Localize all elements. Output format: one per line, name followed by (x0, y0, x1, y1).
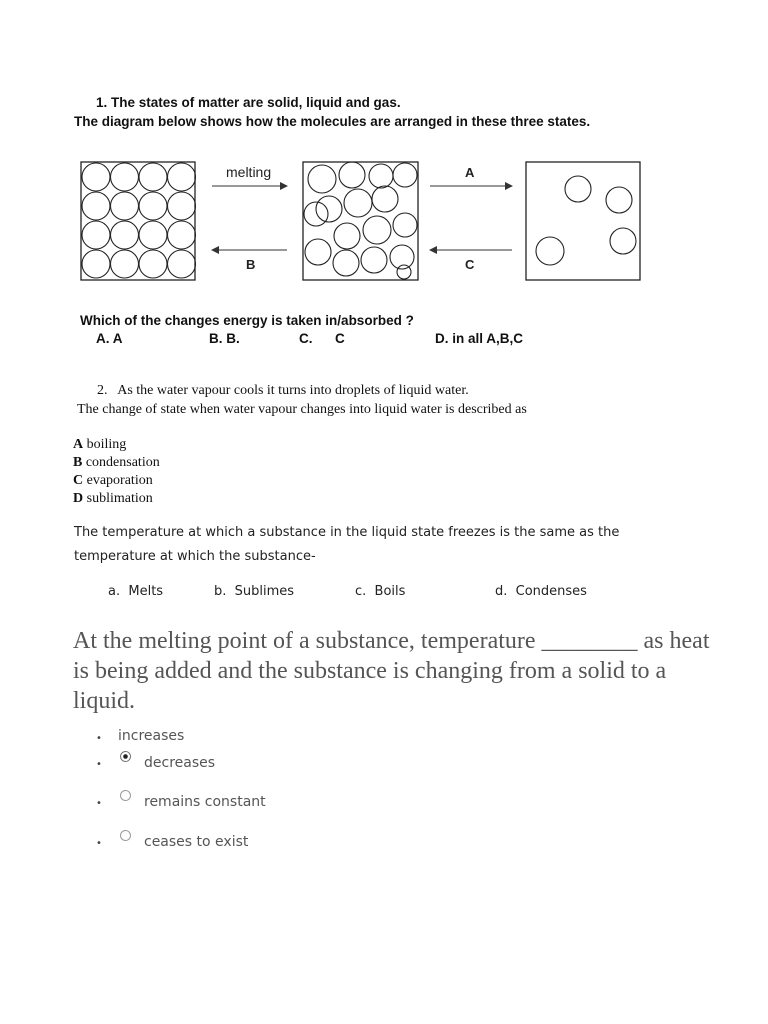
q1-option-b: B. B. (209, 331, 240, 346)
states-of-matter-diagram (0, 150, 768, 290)
q2-line1: 2. As the water vapour cools it turns into droplets of liquid water. (97, 383, 469, 398)
q4-option-increases: increases (118, 728, 185, 744)
q1-intro: The diagram below shows how the molecules are arranged in these three states. (74, 114, 591, 129)
gas-state-box (526, 162, 640, 280)
bullet: • (96, 798, 102, 809)
liquid-state-box (303, 162, 418, 280)
solid-molecule (168, 221, 196, 249)
q4-option-ceases-to-exist[interactable]: ceases to exist (144, 834, 249, 850)
bullet: • (96, 759, 102, 770)
q1-option-d: D. in all A,B,C (435, 331, 524, 346)
q2-option-a: A boiling (73, 437, 127, 452)
label-b: B (246, 257, 256, 272)
radio-unchecked-icon[interactable] (119, 829, 132, 842)
solid-molecule (111, 163, 139, 191)
solid-molecule (168, 163, 196, 191)
q3-line1: The temperature at which a substance in the liquid state freezes is the same as the (74, 525, 620, 540)
melting-label: melting (226, 164, 272, 180)
solid-molecule (139, 163, 167, 191)
q4-option-decreases[interactable]: decreases (144, 755, 216, 771)
solid-molecule (111, 221, 139, 249)
radio-unchecked-icon[interactable] (119, 789, 132, 802)
q4-option-remains-constant[interactable]: remains constant (144, 794, 266, 810)
bullet: • (96, 733, 102, 744)
q1-option-a: A. A (96, 331, 123, 346)
solid-state-box (81, 162, 196, 280)
solid-molecule (82, 221, 110, 249)
solid-molecule (168, 250, 196, 278)
solid-molecule (139, 221, 167, 249)
q2-option-b: B condensation (73, 455, 160, 470)
q3-option-b: b. Sublimes (214, 584, 295, 599)
q3-line2: temperature at which the substance- (74, 549, 316, 564)
q3-option-d: d. Condenses (495, 584, 587, 599)
solid-molecule (139, 192, 167, 220)
q1-question: Which of the changes energy is taken in/absorbed ? (80, 313, 414, 328)
q3-option-a: a. Melts (108, 584, 164, 599)
bullet: • (96, 838, 102, 849)
solid-molecule (168, 192, 196, 220)
q1-option-c: C. C (299, 331, 345, 346)
solid-molecule (111, 250, 139, 278)
label-c: C (465, 257, 475, 272)
label-a: A (465, 165, 475, 180)
solid-molecule (139, 250, 167, 278)
q3-option-c: c. Boils (355, 584, 406, 599)
liquid-molecules (304, 162, 417, 279)
q2-option-d: D sublimation (73, 491, 153, 506)
q2-option-c: C evaporation (73, 473, 153, 488)
q2-line2: The change of state when water vapour changes into liquid water is described as (77, 402, 527, 417)
q1-heading: 1. The states of matter are solid, liquid and gas. (96, 95, 401, 110)
solid-molecule (82, 163, 110, 191)
solid-molecule (82, 192, 110, 220)
solid-molecules (82, 163, 196, 278)
radio-checked-icon[interactable] (119, 750, 132, 763)
solid-molecule (111, 192, 139, 220)
solid-molecule (82, 250, 110, 278)
gas-molecules (536, 176, 636, 265)
q4-question: At the melting point of a substance, temperature ________ as heat is being added and the substance is changing from a solid to a liquid. (73, 628, 710, 714)
